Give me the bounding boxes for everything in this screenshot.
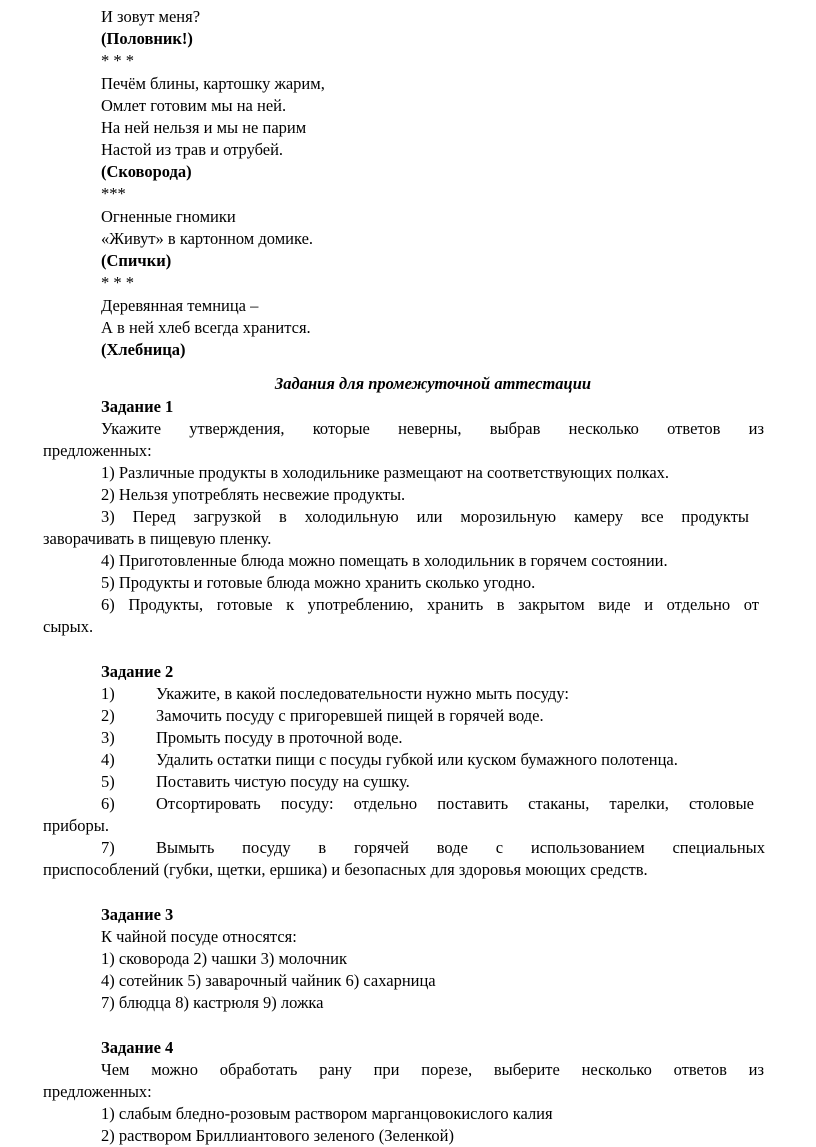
item-number: 4) <box>101 750 115 769</box>
task-item: 1) слабым бледно-розовым раствором марганцовокислого калия <box>101 1104 553 1123</box>
item-text-cont: приборы. <box>43 816 110 835</box>
riddle-line: Деревянная темница – <box>101 296 259 315</box>
task-intro-cont: предложенных: <box>43 1082 152 1101</box>
riddle-line: Настой из трав и отрубей. <box>101 140 284 159</box>
riddle-separator: * * * <box>101 273 134 292</box>
task-item: 5) Продукты и готовые блюда можно хранить сколько угодно. <box>101 573 536 592</box>
item-text: Вымыть посуду в горячей воде с использованием специальных <box>156 838 765 857</box>
item-text: Удалить остатки пищи с посуды губкой или куском бумажного полотенца. <box>156 750 678 769</box>
item-text: Промыть посуду в проточной воде. <box>156 728 403 747</box>
task-item: 1) Различные продукты в холодильнике размещают на соответствующих полках. <box>101 463 670 482</box>
item-text: Укажите, в какой последовательности нужно мыть посуду: <box>156 684 569 703</box>
task-item-cont: сырых. <box>43 617 94 636</box>
task-line: К чайной посуде относятся: <box>101 927 297 946</box>
item-number: 7) <box>101 838 115 857</box>
riddle-separator: * * * <box>101 51 134 70</box>
task-title: Задание 1 <box>101 397 174 416</box>
task-line: 4) сотейник 5) заварочный чайник 6) сахарница <box>101 971 436 990</box>
task-intro: Укажите утверждения, которые неверны, выбрав несколько ответов из <box>101 419 764 438</box>
item-text: Отсортировать посуду: отдельно поставить стаканы, тарелки, столовые <box>156 794 754 813</box>
riddle-line: А в ней хлеб всегда хранится. <box>101 318 311 337</box>
task-item: 2) Нельзя употреблять несвежие продукты. <box>101 485 406 504</box>
item-text: Замочить посуду с пригоревшей пищей в горячей воде. <box>156 706 544 725</box>
task-intro-cont: предложенных: <box>43 441 152 460</box>
task-item: 2) раствором Бриллиантового зеленого (Зеленкой) <box>101 1126 455 1145</box>
section-title: Задания для промежуточной аттестации <box>274 374 592 393</box>
task-title: Задание 2 <box>101 662 174 681</box>
task-intro: Чем можно обработать рану при порезе, выберите несколько ответов из <box>101 1060 764 1079</box>
task-item: 3) Перед загрузкой в холодильную или морозильную камеру все продукты <box>101 507 749 526</box>
item-number: 5) <box>101 772 115 791</box>
riddle-line: «Живут» в картонном домике. <box>101 229 314 248</box>
task-item: 6) Продукты, готовые к употреблению, хранить в закрытом виде и отдельно от <box>101 595 759 614</box>
riddle-answer: (Хлебница) <box>101 340 186 359</box>
item-number: 6) <box>101 794 115 813</box>
riddle-answer: (Сковорода) <box>101 162 192 181</box>
riddle-line: Омлет готовим мы на ней. <box>101 96 287 115</box>
item-text: Поставить чистую посуду на сушку. <box>156 772 410 791</box>
item-text-cont: приспособлений (губки, щетки, ершика) и безопасных для здоровья моющих средств. <box>43 860 648 879</box>
item-number: 2) <box>101 706 115 725</box>
task-line: 1) сковорода 2) чашки 3) молочник <box>101 949 347 968</box>
task-item-cont: заворачивать в пищевую пленку. <box>43 529 272 548</box>
task-title: Задание 4 <box>101 1038 174 1057</box>
task-title: Задание 3 <box>101 905 174 924</box>
riddle-separator: *** <box>101 184 126 203</box>
task-line: 7) блюдца 8) кастрюля 9) ложка <box>101 993 324 1012</box>
riddle-line: На ней нельзя и мы не парим <box>101 118 307 137</box>
item-number: 1) <box>101 684 115 703</box>
riddle-line: Печём блины, картошку жарим, <box>101 74 325 93</box>
riddle-answer: (Половник!) <box>101 29 193 48</box>
item-number: 3) <box>101 728 115 747</box>
riddle-line: И зовут меня? <box>101 7 201 26</box>
riddle-line: Огненные гномики <box>101 207 236 226</box>
task-item: 4) Приготовленные блюда можно помещать в холодильник в горячем состоянии. <box>101 551 668 570</box>
riddle-answer: (Спички) <box>101 251 172 270</box>
